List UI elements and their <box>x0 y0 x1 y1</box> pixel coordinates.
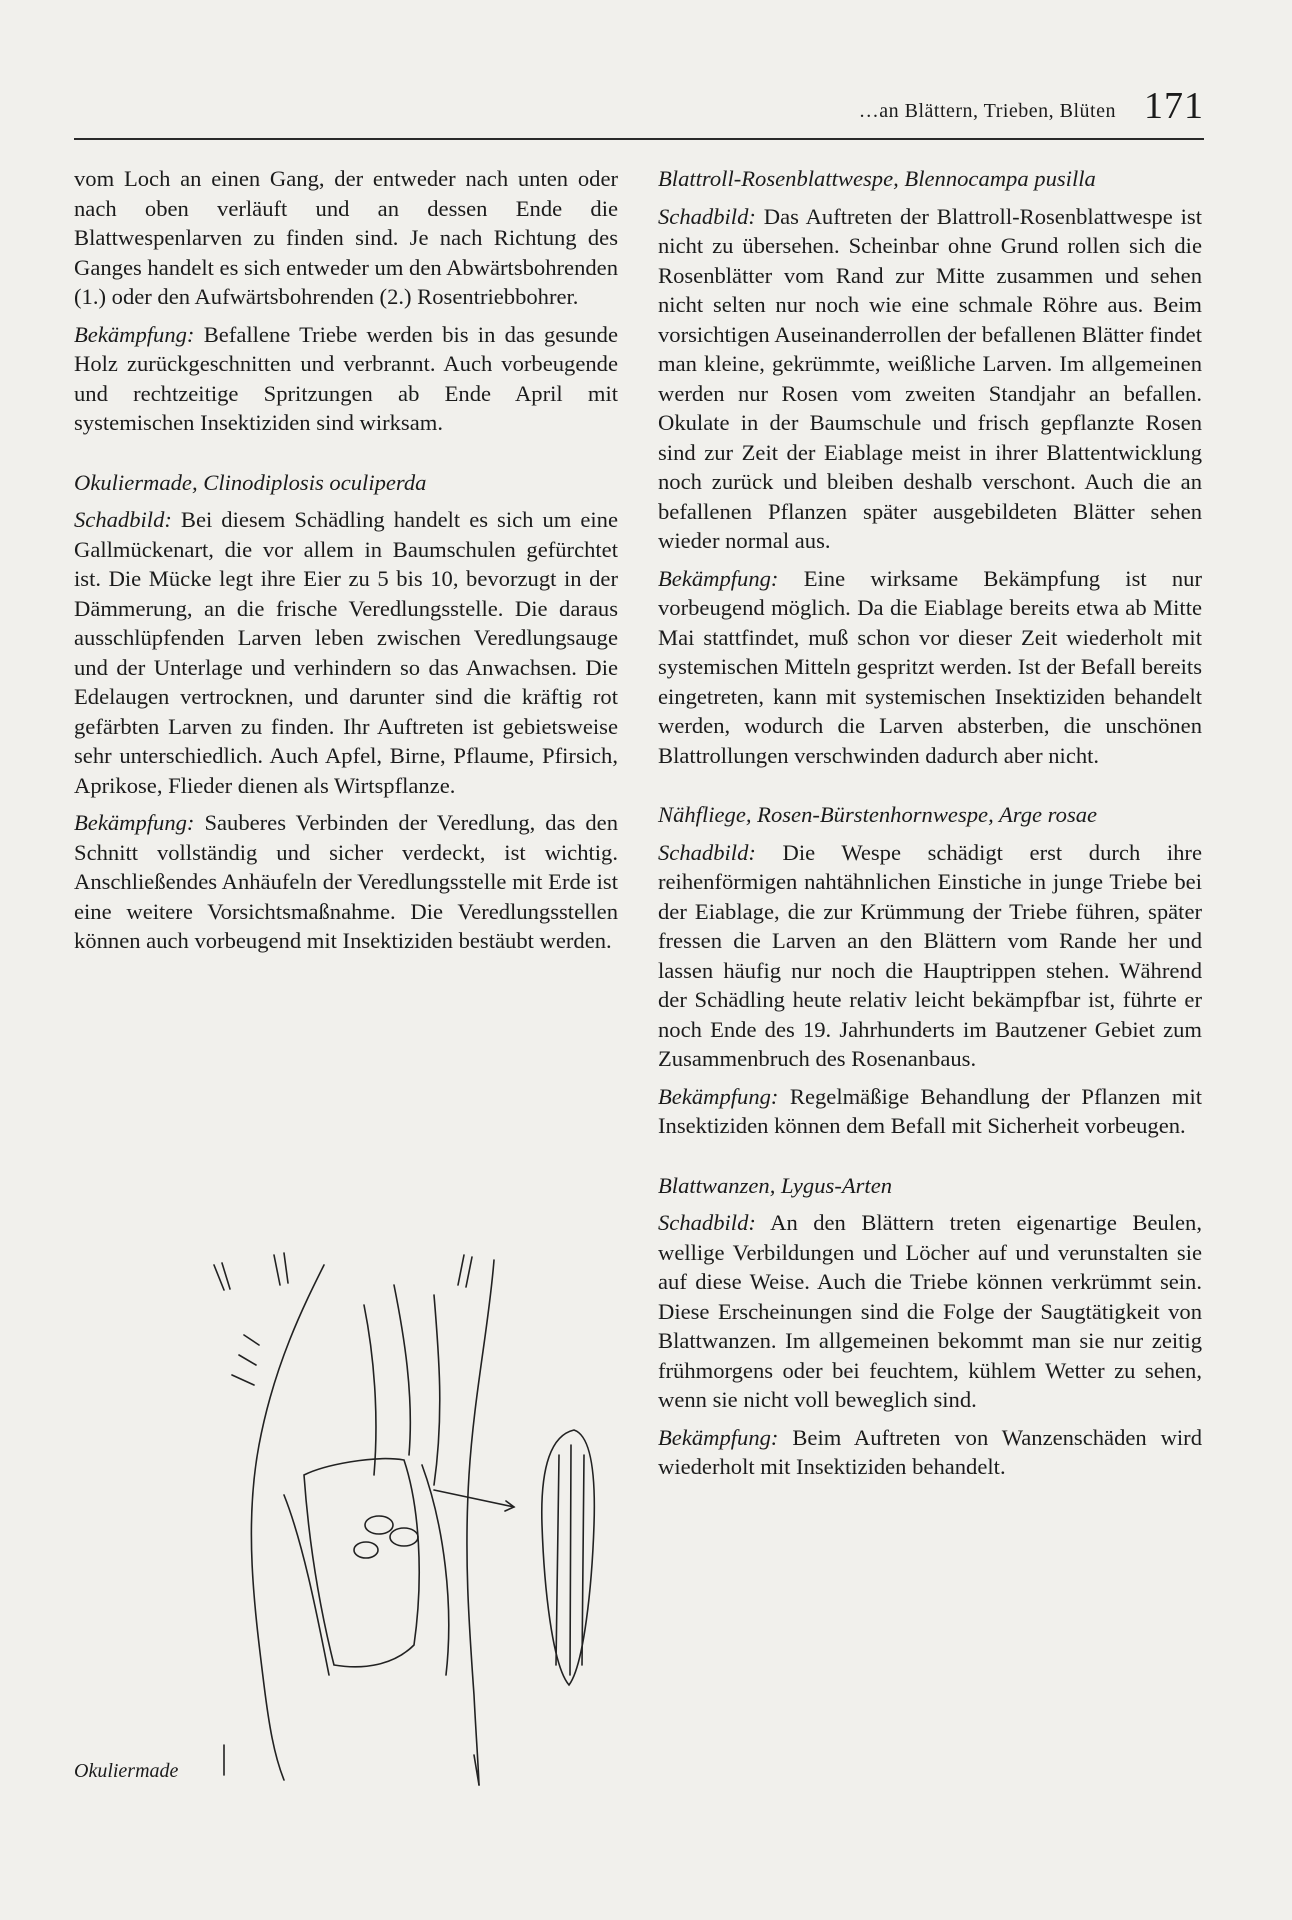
paragraph <box>658 838 1202 1074</box>
label-schadbild: Schadbild: <box>658 1210 756 1235</box>
paragraph-text: An den Blättern treten eigenartige Beulen, wellige Verbildungen und Löcher auf und verunstalten sie auf diese Weise. Auch die Triebe können verkrümmt sein. Diese Erscheinungen sind die Folge der Saugtätigkeit von Blattwanzen. Im allgemeinen bekommt man sie nur zeitig frühmorgens oder bei feuchtem, kühlem Wetter zu sehen, wenn sie nicht voll beweglich sind. <box>658 1210 1202 1412</box>
paragraph-text: Regelmäßige Behandlung der Pflanzen mit Insektiziden können dem Befall mit Sicherheit vorbeugen. <box>658 1083 1202 1138</box>
left-column <box>74 164 618 956</box>
header-rule <box>74 138 1204 140</box>
label-schadbild: Schadbild: <box>658 203 756 229</box>
label-bekaempfung: Bekämpfung: <box>658 565 779 591</box>
paragraph <box>658 1082 1202 1141</box>
paragraph <box>658 1208 1202 1415</box>
figure-caption: Okuliermade <box>74 1760 179 1782</box>
page-header <box>74 84 1204 140</box>
paragraph-text: Eine wirksame Bekämpfung ist nur vorbeugend möglich. Da die Eiablage bereits etwa ab Mitte Mai stattfindet, muß schon vor dieser Zeit wiederholt mit systemischen Mitteln gespritzt werden. Ist der Befall bereits eingetreten, kann mit systemischen Insektiziden behandelt werden, wodurch die Larven absterben, die unschönen Blattrollungen verschwinden dadurch aber nicht. <box>658 565 1202 768</box>
right-column <box>658 164 1202 1482</box>
paragraph <box>658 202 1202 556</box>
paragraph-text: Sauberes Verbinden der Veredlung, das den Schnitt vollständig und sicher verdeckt, ist wichtig. Anschließendes Anhäufeln der Veredlungsstelle mit Erde ist eine weitere Vorsichtsmaßnahme. Die Veredlungsstellen können auch vorbeugend mit Insektiziden bestäubt werden. <box>74 810 618 953</box>
label-bekaempfung: Bekämpfung: <box>74 810 195 835</box>
section-title: Blattroll-Rosenblattwespe, Blennocampa pusilla <box>658 166 1096 191</box>
page-number: 171 <box>1144 85 1204 127</box>
okuliermade-illustration <box>74 1245 618 1790</box>
paragraph-text: Befallene Triebe werden bis in das gesunde Holz zurückgeschnitten und verbrannt. Auch vorbeugende und rechtzeitige Spritzungen ab Ende April mit systemischen Insektiziden sind wirksam. <box>74 321 618 435</box>
section-title: Nähfliege, Rosen-Bürstenhornwespe, Arge rosae <box>658 802 1098 827</box>
paragraph <box>658 1423 1202 1482</box>
paragraph-text: Die Wespe schädigt erst durch ihre reihenförmigen nahtähnlichen Einstiche in junge Triebe bei der Eiablage, die zur Krümmung der Triebe führen, später fressen die Larven an den Blättern vom Rande her und lassen häufig nur noch die Hauptrippen stehen. Während der Schädling heute relativ leicht bekämpfbar ist, führte er noch Ende des 19. Jahrhunderts im Bautzener Gebiet zum Zusammenbruch des Rosenanbaus. <box>658 839 1202 1071</box>
section-title: Okuliermade, Clinodiplosis oculiperda <box>74 469 427 495</box>
paragraph <box>74 320 618 438</box>
label-schadbild: Schadbild: <box>74 507 172 532</box>
label-bekaempfung: Bekämpfung: <box>74 321 195 347</box>
section-title: Blattwanzen, Lygus-Arten <box>658 1172 893 1198</box>
paragraph <box>74 505 618 800</box>
paragraph <box>74 808 618 956</box>
paragraph: vom Loch an einen Gang, der entweder nach unten oder nach oben verläuft und an dessen Ende die Blattwespenlarven zu finden sind. Je nach Richtung des Ganges handelt es sich entweder um den Abwärtsbohrenden (1.) oder den Aufwärtsbohrenden (2.) Rosentriebbohrer. <box>74 166 618 309</box>
label-schadbild: Schadbild: <box>658 839 756 865</box>
running-title: …an Blättern, Trieben, Blüten <box>858 100 1116 122</box>
label-bekaempfung: Bekämpfung: <box>658 1083 779 1109</box>
paragraph <box>658 564 1202 771</box>
paragraph-text: Das Auftreten der Blattroll-Rosenblattwespe ist nicht zu übersehen. Scheinbar ohne Grund rollen sich die Rosenblätter vom Rand zur Mitte zusammen und sehen nicht selten nur noch wie eine schmale Röhre aus. Beim vorsichtigen Auseinanderrollen der befallenen Blätter findet man kleine, gekrümmte, weißliche Larven. Im allgemeinen werden nur Rosen vom zweiten Standjahr an befallen. Okulate in der Baumschule und frisch gepflanzte Rosen sind zur Zeit der Eiablage meist in ihrer Blattentwicklung noch zurück und bleiben deshalb verschont. Auch die an befallenen Pflanzen später ausgebildeten Blätter sehen wieder normal aus. <box>658 203 1202 553</box>
paragraph-text: Beim Auftreten von Wanzenschäden wird wiederholt mit Insektiziden behandelt. <box>658 1424 1202 1479</box>
label-bekaempfung: Bekämpfung: <box>658 1424 779 1450</box>
bark-graft-drawing <box>74 1245 618 1790</box>
paragraph-text: Bei diesem Schädling handelt es sich um eine Gallmückenart, die vor allem in Baumschulen gefürchtet ist. Die Mücke legt ihre Eier zu 5 bis 10, bevorzugt in der Dämmerung, an die frische Veredlungsstelle. Die daraus ausschlüpfenden Larven leben zwischen Veredlungsauge und der Unterlage und verhindern so das Anwachsen. Die Edelaugen vertrocknen, und darunter sind die kräftig rot gefärbten Larven zu finden. Ihr Auftreten ist gebietsweise sehr unterschiedlich. Auch Apfel, Birne, Pflaume, Pfirsich, Aprikose, Flieder dienen als Wirtspflanze. <box>74 507 618 798</box>
